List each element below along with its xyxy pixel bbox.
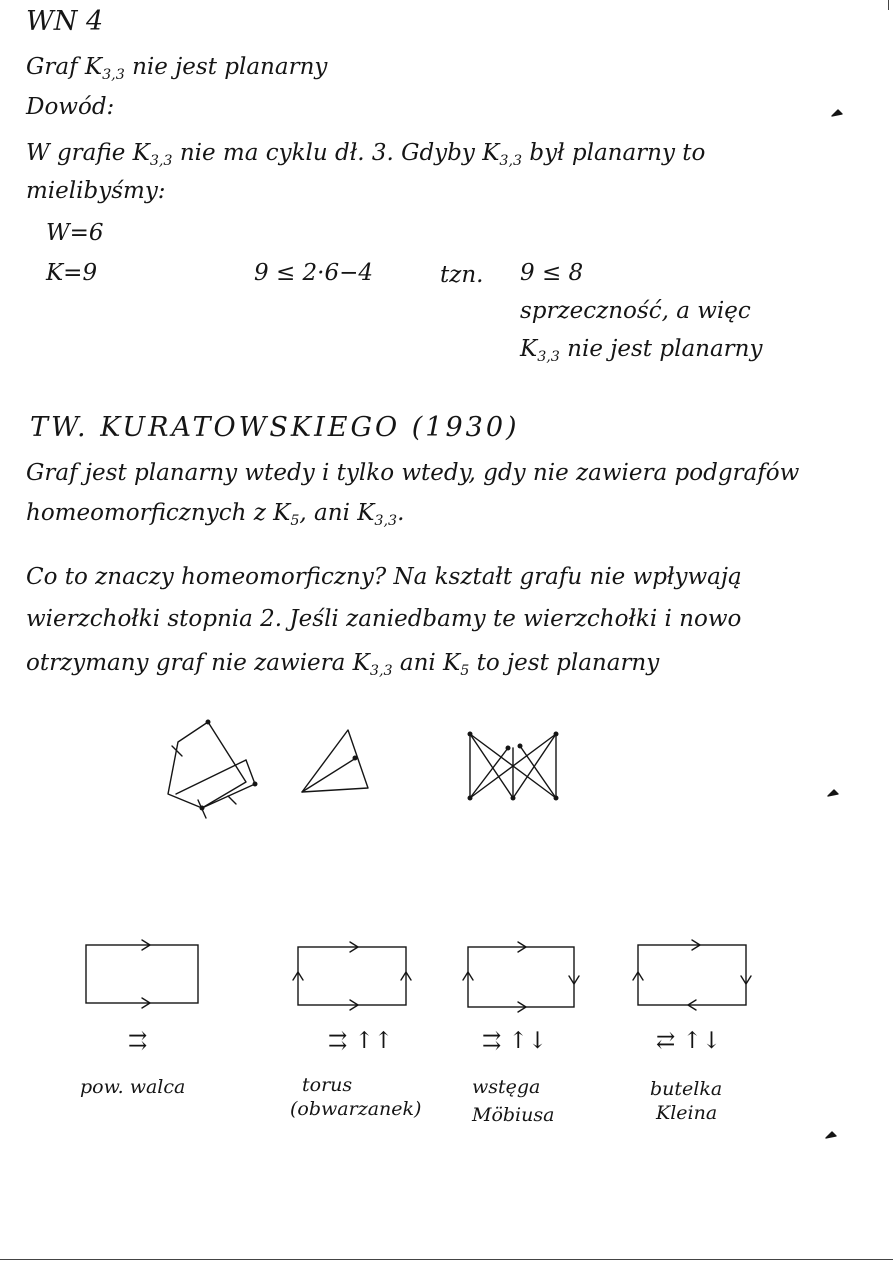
torus-diagram bbox=[293, 942, 411, 1010]
torus-label: torus bbox=[302, 1074, 353, 1096]
vertex-count: W=6 bbox=[46, 220, 104, 246]
margin-mark bbox=[828, 790, 838, 796]
tzn-label: tzn. bbox=[440, 262, 484, 288]
cylinder-label: pow. walca bbox=[80, 1076, 186, 1098]
inequality: 9 ≤ 2·6−4 bbox=[254, 260, 374, 286]
mobius-label-2: Möbiusa bbox=[472, 1104, 555, 1126]
edge-count: K=9 bbox=[46, 260, 98, 286]
proof-line-1: W grafie $K_{3,3}$ nie ma cyklu dł. 3. Gdyby $K_{3,3}$ był planarny to bbox=[26, 140, 706, 169]
explanation-line-3: otrzymany graf nie zawiera $K_{3,3}$ ani $K_5$ to jest planarny bbox=[26, 650, 660, 679]
inequality-result: 9 ≤ 8 bbox=[520, 260, 584, 286]
klein-label-2: Kleina bbox=[656, 1102, 718, 1124]
mobius-diagram bbox=[463, 942, 579, 1012]
proof-label: Dowód: bbox=[26, 94, 115, 120]
scan-edge-bottom bbox=[0, 1259, 893, 1260]
proof-line-2: mielibyśmy: bbox=[26, 178, 166, 204]
klein-arrows: ⇄ ↑↓ bbox=[656, 1028, 722, 1054]
klein-label: butelka bbox=[650, 1078, 723, 1100]
torus-arrows: ⇉ ↑↑ bbox=[328, 1028, 394, 1054]
margin-mark bbox=[826, 1132, 836, 1138]
explanation-line-2: wierzchołki stopnia 2. Jeśli zaniedbamy te wierzchołki i nowo bbox=[26, 606, 742, 632]
torus-label-2: (obwarzanek) bbox=[290, 1098, 422, 1120]
scan-edge-right bbox=[888, 0, 889, 10]
mobius-label: wstęga bbox=[472, 1076, 541, 1098]
conclusion-line-1: sprzeczność, a więc bbox=[520, 298, 751, 324]
theorem-line-2: homeomorficznych z $K_5$, ani $K_{3,3}$. bbox=[26, 500, 405, 529]
conclusion-line-2: $K_{3,3}$ nie jest planarny bbox=[520, 336, 763, 365]
graph-sketch-hexagon bbox=[168, 720, 258, 819]
graph-sketch-k33 bbox=[468, 732, 559, 801]
cylinder-arrows: ⇉ bbox=[128, 1028, 148, 1054]
explanation-line-1: Co to znaczy homeomorficzny? Na kształt grafu nie wpływają bbox=[26, 564, 742, 590]
statement: Graf $K_{3,3}$ nie jest planarny bbox=[26, 54, 328, 83]
cylinder-diagram bbox=[86, 940, 198, 1008]
mobius-arrows: ⇉ ↑↓ bbox=[482, 1028, 548, 1054]
heading-wn4: WN 4 bbox=[26, 6, 104, 37]
theorem-line-1: Graf jest planarny wtedy i tylko wtedy, gdy nie zawiera podgrafów bbox=[26, 460, 800, 486]
klein-diagram bbox=[633, 940, 751, 1010]
margin-mark bbox=[832, 110, 842, 116]
graph-sketch-triangle bbox=[302, 730, 368, 792]
heading-kuratowski: TW. KURATOWSKIEGO (1930) bbox=[30, 412, 520, 443]
